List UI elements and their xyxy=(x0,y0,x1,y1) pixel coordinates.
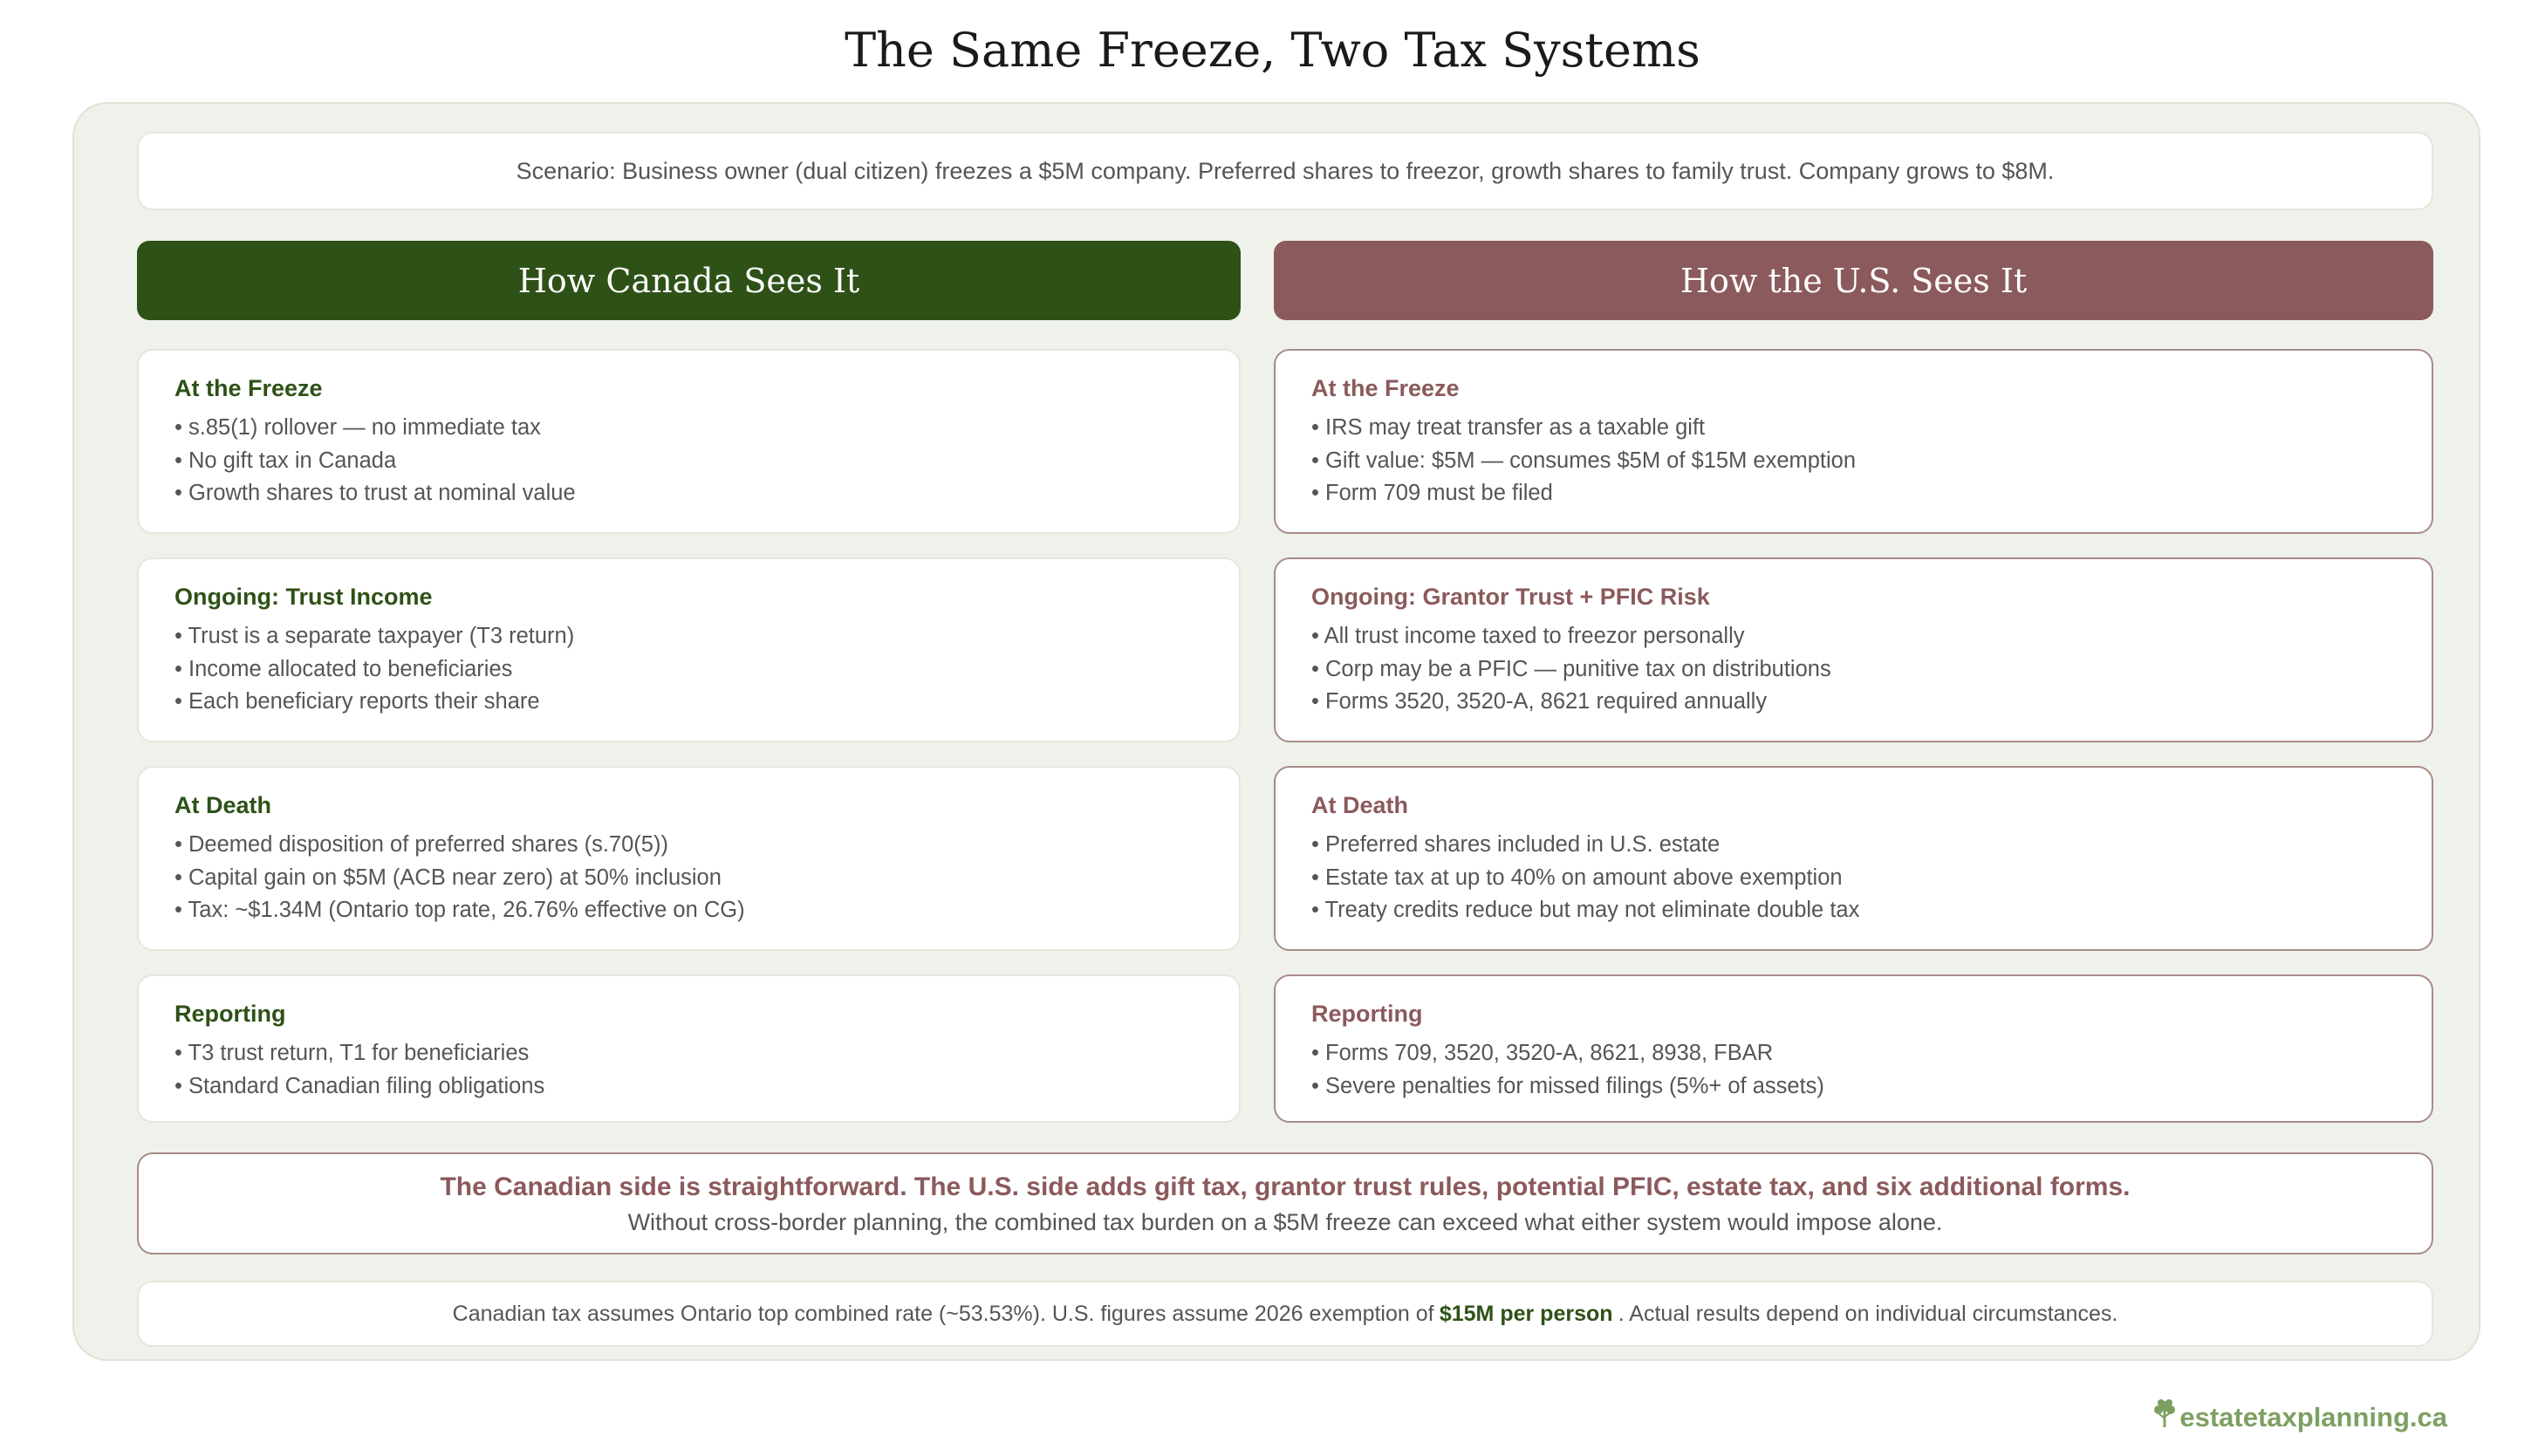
list-item: • Treaty credits reduce but may not eliminate double tax xyxy=(1311,898,1860,922)
canada-card-at-death xyxy=(137,766,1241,951)
page-title: The Same Freeze, Two Tax Systems xyxy=(845,23,1700,78)
list-item: • T3 trust return, T1 for beneficiaries xyxy=(174,1041,530,1065)
card-list xyxy=(174,1037,1239,1103)
card-title: Reporting xyxy=(1311,1001,1423,1027)
canada-card-ongoing xyxy=(137,557,1241,742)
tree-icon xyxy=(2152,1398,2179,1438)
card-title: At Death xyxy=(1311,792,1409,818)
us-card-at-death xyxy=(1274,766,2433,951)
list-item: • Deemed disposition of preferred shares (s.70(5)) xyxy=(174,832,668,857)
summary-subline: Without cross-border planning, the combined tax burden on a $5M freeze can exceed what either system would impose alone. xyxy=(627,1208,1943,1235)
list-item: • IRS may treat transfer as a taxable gift xyxy=(1311,415,1706,440)
list-item: • Form 709 must be filed xyxy=(1311,481,1553,505)
list-item: • Capital gain on $5M (ACB near zero) at 50% inclusion xyxy=(174,865,722,890)
card-list xyxy=(174,829,1239,927)
card-title: Ongoing: Trust Income xyxy=(174,584,433,610)
brand-name: estatetaxplanning.ca xyxy=(2179,1402,2447,1432)
list-item: • Standard Canadian filing obligations xyxy=(174,1073,545,1098)
list-item: • Tax: ~$1.34M (Ontario top rate, 26.76% effective on CG) xyxy=(174,898,745,922)
footnote-text-after: . Actual results depend on individual circumstances. xyxy=(1618,1301,2118,1326)
list-item: • Trust is a separate taxpayer (T3 return) xyxy=(174,624,575,648)
card-list xyxy=(1311,412,2432,510)
card-title: At Death xyxy=(174,792,272,818)
us-card-reporting xyxy=(1274,974,2433,1123)
list-item: • Gift value: $5M — consumes $5M of $15M exemption xyxy=(1311,448,1857,473)
list-item: • Preferred shares included in U.S. estate xyxy=(1311,832,1721,857)
summary-headline: The Canadian side is straightforward. The U.S. side adds gift tax, grantor trust rules, potential PFIC, estate tax, and six additional forms. xyxy=(440,1172,2131,1201)
canada-card-at-freeze xyxy=(137,349,1241,534)
scenario-text: Scenario: Business owner (dual citizen) freezes a $5M company. Preferred shares to freezor, growth shares to family trust. Company grows to $8M. xyxy=(516,157,2055,184)
card-list xyxy=(1311,1037,2432,1103)
list-item: • s.85(1) rollover — no immediate tax xyxy=(174,415,541,440)
list-item: • Income allocated to beneficiaries xyxy=(174,656,513,681)
canada-column-header xyxy=(137,241,1241,320)
list-item: • No gift tax in Canada xyxy=(174,448,397,473)
card-list xyxy=(1311,620,2432,719)
card-list xyxy=(174,412,1239,510)
list-item: • Growth shares to trust at nominal value xyxy=(174,481,576,505)
list-item: • Corp may be a PFIC — punitive tax on distributions xyxy=(1311,656,1831,681)
list-item: • Estate tax at up to 40% on amount above exemption xyxy=(1311,865,1843,890)
brand-logo xyxy=(2152,1398,2447,1438)
us-card-ongoing xyxy=(1274,557,2433,742)
card-list xyxy=(1311,829,2432,927)
card-title: Ongoing: Grantor Trust + PFIC Risk xyxy=(1311,584,1710,610)
list-item: • All trust income taxed to freezor personally xyxy=(1311,624,1745,648)
list-item: • Severe penalties for missed filings (5%+ of assets) xyxy=(1311,1073,1824,1098)
card-title: At the Freeze xyxy=(174,375,323,401)
card-title: Reporting xyxy=(174,1001,286,1027)
summary-box xyxy=(137,1152,2433,1254)
scenario-box xyxy=(137,132,2433,210)
card-list xyxy=(174,620,1239,719)
card-title: At the Freeze xyxy=(1311,375,1460,401)
us-heading: How the U.S. Sees It xyxy=(1680,261,2028,300)
footnote-highlight: $15M per person xyxy=(1439,1301,1613,1326)
us-column-header xyxy=(1274,241,2433,320)
canada-card-reporting xyxy=(137,974,1241,1123)
list-item: • Forms 3520, 3520-A, 8621 required annually xyxy=(1311,689,1768,714)
footnote-box xyxy=(137,1281,2433,1347)
list-item: • Forms 709, 3520, 3520-A, 8621, 8938, FBAR xyxy=(1311,1041,1774,1065)
footnote-text-before: Canadian tax assumes Ontario top combined rate (~53.53%). U.S. figures assume 2026 exemption of xyxy=(452,1301,1434,1326)
list-item: • Each beneficiary reports their share xyxy=(174,689,540,714)
us-card-at-freeze xyxy=(1274,349,2433,534)
canada-heading: How Canada Sees It xyxy=(517,261,860,300)
